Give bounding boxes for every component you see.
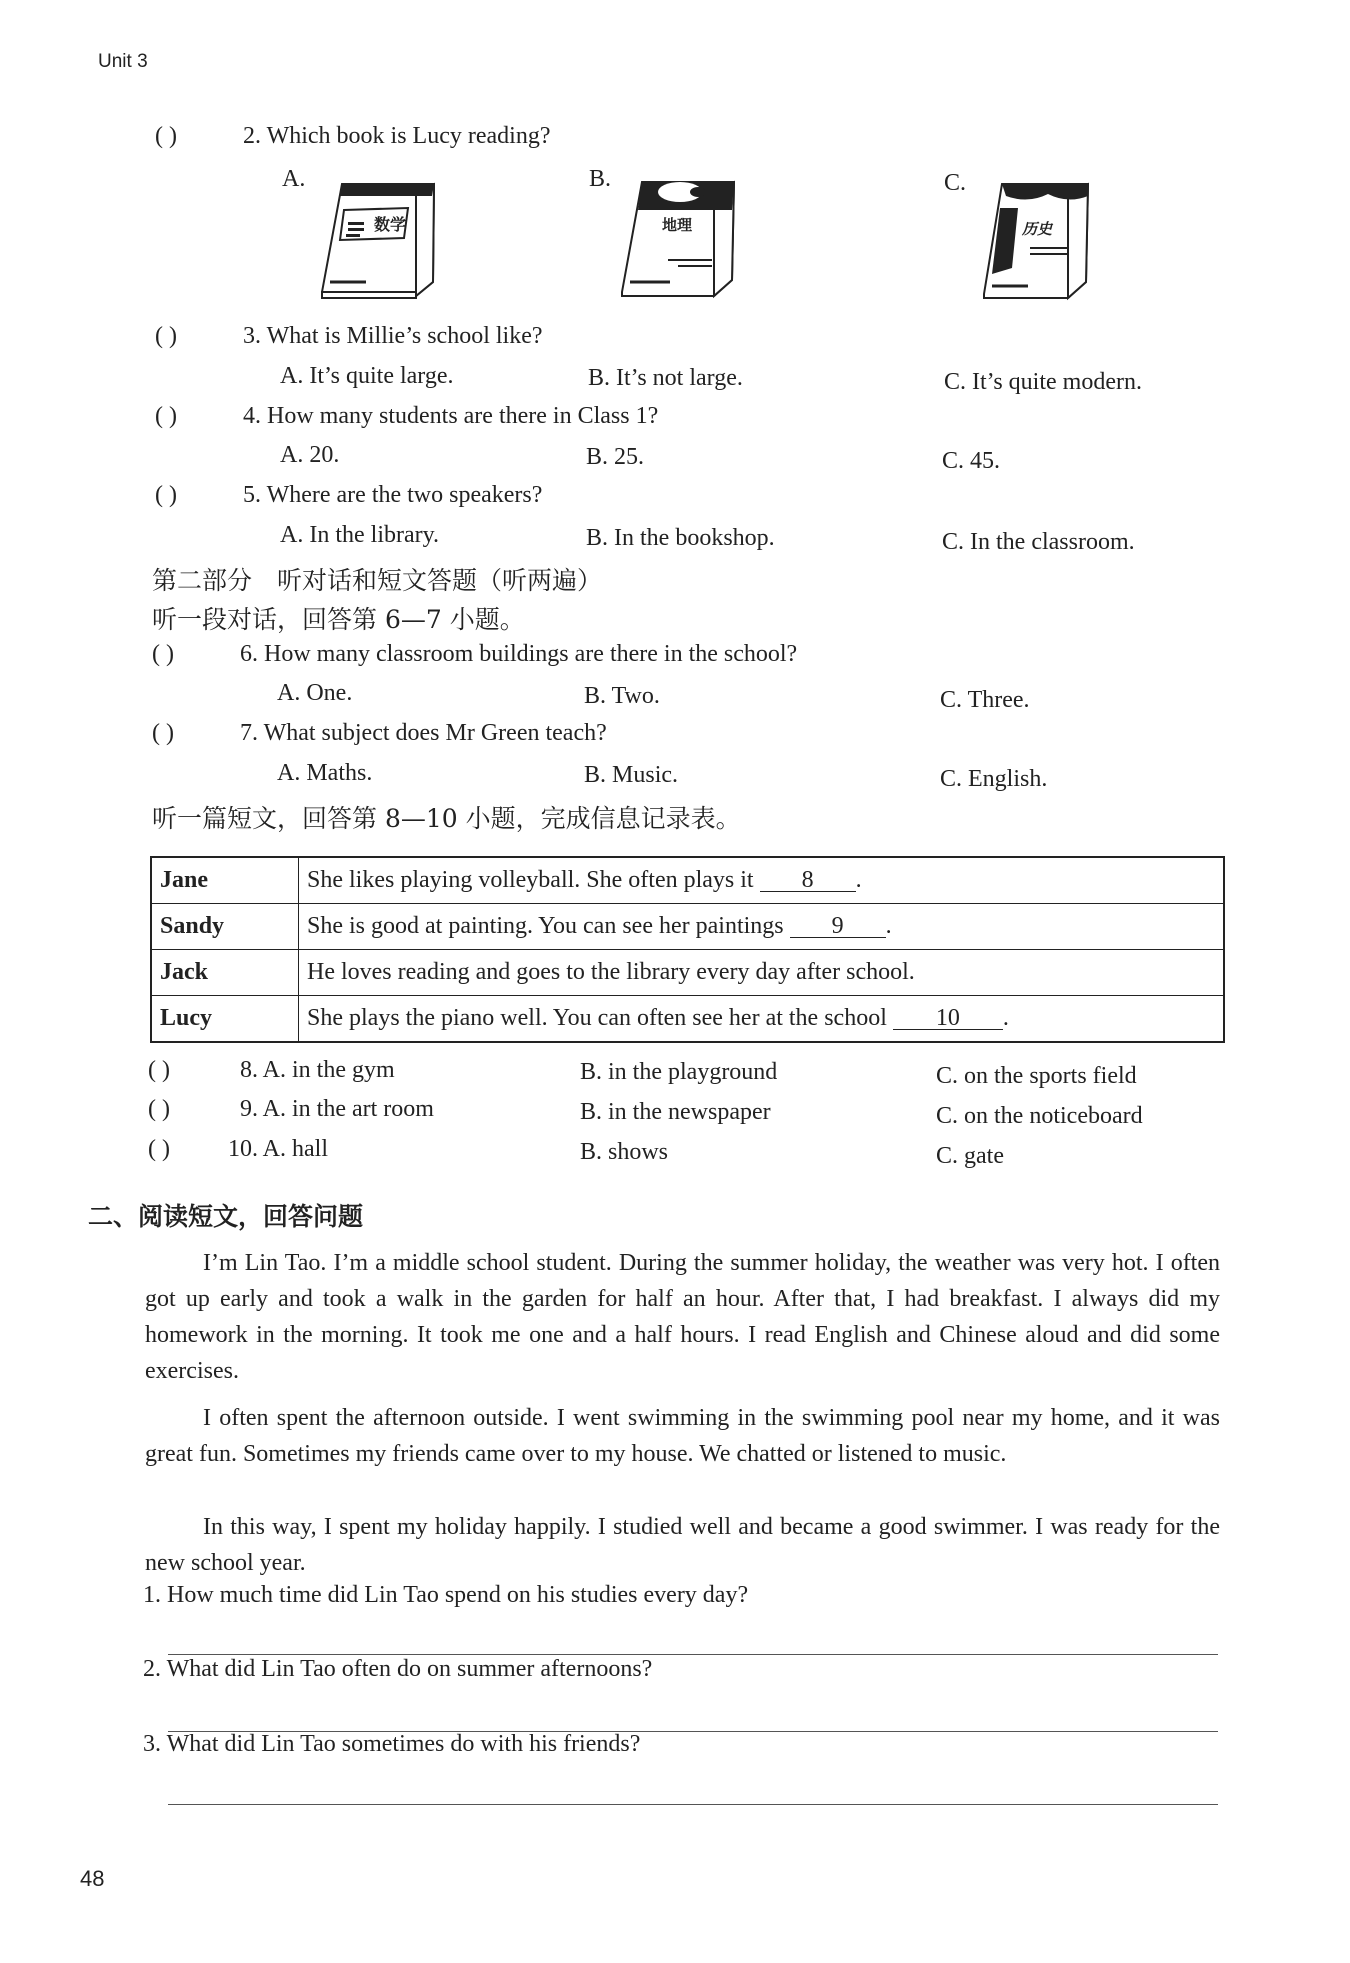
answer-paren[interactable]: ( ) [148,1057,170,1083]
option-b: B. It’s not large. [588,365,743,391]
answer-paren[interactable]: ( ) [155,323,177,349]
part2-title: 第二部分 听对话和短文答题（听两遍） [152,566,603,595]
answer-line[interactable] [168,1804,1218,1805]
question-6 [152,641,797,668]
option-a: A. It’s quite large. [280,363,454,389]
answer-paren[interactable]: ( ) [152,641,174,667]
option-b: B. In the bookshop. [586,525,775,551]
reading-paragraph-2: I often spent the afternoon outside. I went swimming in the swimming pool near my home, and it was great fun. Sometimes my friends came over to my house. We chatted or listened to music. [145,1405,1220,1467]
option-c: C. In the classroom. [942,529,1135,555]
option-c: C. Three. [940,687,1030,713]
answer-paren[interactable]: ( ) [155,123,177,149]
table-row [151,904,1224,950]
option-b: B. Music. [584,762,679,788]
answer-paren[interactable]: ( ) [155,482,177,508]
dialog-intro: 听一段对话，回答第 6—7 小题。 [152,605,525,634]
page-number: 48 [80,1866,105,1891]
reading-section-title: 二、阅读短文，回答问题 [88,1202,364,1231]
info-cell: He loves reading and goes to the library every day after school. [299,950,1225,996]
option-a: 10. A. hall [228,1136,328,1162]
option-c: C. on the noticeboard [936,1103,1143,1129]
answer-paren[interactable]: ( ) [155,403,177,429]
option-b: B. shows [580,1139,669,1165]
info-cell: She is good at painting. You can see her paintings 9 . [299,904,1225,950]
answer-paren[interactable]: ( ) [148,1136,170,1162]
option-a: A. 20. [280,442,340,468]
question-10 [148,1136,328,1163]
question-text: 7. What subject does Mr Green teach? [240,720,607,746]
question-text: 5. Where are the two speakers? [243,482,543,508]
question-3 [155,323,543,350]
info-record-table [150,856,1225,1043]
option-c: C. on the sports field [936,1063,1137,1089]
unit-label: Unit 3 [98,51,148,72]
svg-text:数学: 数学 [374,215,407,234]
option-a: A. Maths. [277,760,373,786]
reading-question-2: 2. What did Lin Tao often do on summer afternoons? [143,1656,653,1682]
name-cell: Jack [151,950,299,996]
option-a: A. In the library. [280,522,440,548]
option-b-label: B. [589,166,612,192]
question-7 [152,720,607,747]
option-b: B. 25. [586,444,645,470]
geography-book-image [618,176,738,301]
option-a: 8. A. in the gym [240,1057,395,1083]
question-8 [148,1057,395,1084]
answer-blank[interactable]: 10 [893,1007,1003,1030]
option-b: B. in the newspaper [580,1099,771,1125]
option-c: C. gate [936,1143,1004,1169]
question-text: 4. How many students are there in Class 1? [243,403,659,429]
svg-text:地理: 地理 [662,216,693,234]
answer-blank[interactable]: 8 [760,869,856,892]
option-a: 9. A. in the art room [240,1096,434,1122]
name-cell: Sandy [151,904,299,950]
passage-intro: 听一篇短文，回答第 8—10 小题，完成信息记录表。 [152,804,741,833]
question-9 [148,1096,434,1123]
question-4 [155,403,658,430]
reading-question-3: 3. What did Lin Tao sometimes do with his friends? [143,1731,641,1757]
table-row [151,950,1224,996]
answer-line[interactable] [168,1654,1218,1655]
svg-text:历史: 历史 [1022,220,1053,238]
name-cell: Lucy [151,996,299,1043]
question-text: 6. How many classroom buildings are there in the school? [240,641,798,667]
table-row [151,857,1224,904]
reading-paragraph-3: In this way, I spent my holiday happily. I studied well and became a good swimmer. I was ready for the new school year. [145,1514,1220,1576]
name-cell: Jane [151,857,299,904]
question-text: 2. Which book is Lucy reading? [243,123,551,149]
option-c: C. English. [940,766,1048,792]
answer-paren[interactable]: ( ) [152,720,174,746]
question-5 [155,482,542,509]
question-2 [155,123,550,150]
maths-book-image [316,178,441,303]
info-cell: She plays the piano well. You can often see her at the school 10 . [299,996,1225,1043]
reading-question-1: 1. How much time did Lin Tao spend on his studies every day? [143,1582,749,1608]
question-text: 3. What is Millie’s school like? [243,323,543,349]
info-cell: She likes playing volleyball. She often plays it 8 . [299,857,1225,904]
option-b: B. in the playground [580,1059,778,1085]
reading-paragraph-1: I’m Lin Tao. I’m a middle school student. During the summer holiday, the weather was very hot. I often got up early and took a walk in the garden for half an hour. After that, I had breakfast. I always did my homework in the morning. It took me one and a half hours. I read English and Chinese aloud and did some exercises. [145,1250,1220,1384]
table-row [151,996,1224,1043]
option-a-label: A. [282,166,306,192]
option-c-label: C. [944,170,967,196]
option-a: A. One. [277,680,353,706]
option-b: B. Two. [584,683,660,709]
history-book-image [978,178,1093,303]
option-c: C. 45. [942,448,1001,474]
answer-paren[interactable]: ( ) [148,1096,170,1122]
answer-blank[interactable]: 9 [790,915,886,938]
option-c: C. It’s quite modern. [944,369,1142,395]
